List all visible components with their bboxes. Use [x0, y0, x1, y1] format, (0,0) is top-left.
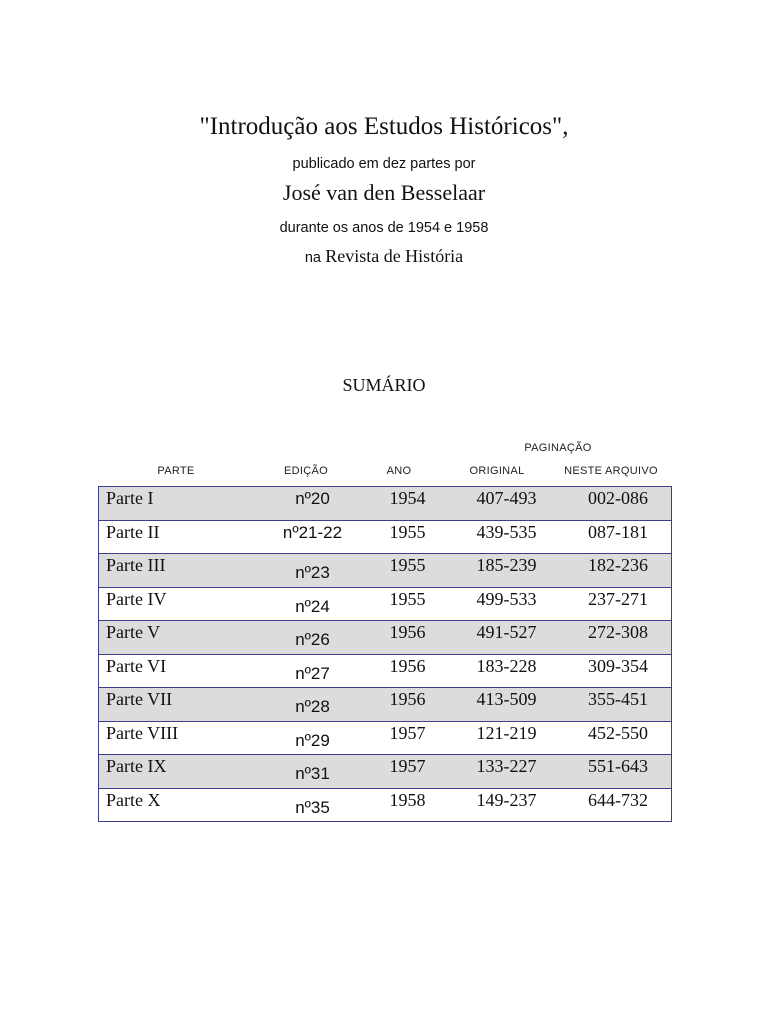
- cell-ano-text: 1956: [389, 655, 426, 676]
- cell-neste-arquivo-text: 551-643: [588, 756, 648, 776]
- cell-edicao: [258, 487, 367, 521]
- cell-original: [448, 487, 565, 521]
- cell-ano: [367, 688, 448, 722]
- cell-edicao: [258, 554, 367, 588]
- table-row: [99, 788, 672, 822]
- table-row: [99, 587, 672, 621]
- table-row: [99, 621, 672, 655]
- table-row: [99, 721, 672, 755]
- cell-parte: [99, 587, 259, 621]
- cell-neste-arquivo-text: 237-271: [588, 588, 648, 609]
- cell-original-text: 491-527: [476, 622, 537, 642]
- cell-neste-arquivo: [565, 688, 672, 722]
- cell-neste-arquivo-text: 002-086: [588, 488, 648, 508]
- cell-ano-text: 1958: [389, 789, 426, 810]
- journal-name: Revista de História: [325, 246, 464, 266]
- cell-parte-text: Parte IV: [106, 588, 167, 609]
- cell-original: [448, 621, 565, 655]
- cell-neste-arquivo: [565, 520, 672, 554]
- header-neste-arquivo: NESTE ARQUIVO: [564, 465, 658, 477]
- cell-original: [448, 755, 565, 789]
- cell-parte-text: Parte X: [106, 789, 161, 810]
- cell-neste-arquivo: [565, 788, 672, 822]
- cell-ano-text: 1957: [389, 722, 426, 743]
- cell-ano-text: 1954: [389, 488, 426, 508]
- cell-ano: [367, 788, 448, 822]
- table-row: [99, 520, 672, 554]
- header-ano: ANO: [386, 465, 412, 477]
- cell-edicao-text: nº26: [295, 630, 330, 649]
- cell-edicao-text: nº29: [295, 730, 330, 750]
- subtitle-line: publicado em dez partes por: [292, 156, 476, 172]
- cell-edicao-text: nº35: [295, 797, 330, 817]
- summary-table-body: [99, 487, 672, 822]
- author-name: José van den Besselaar: [282, 180, 486, 205]
- cell-original-text: 133-227: [476, 756, 537, 776]
- cell-neste-arquivo: [565, 755, 672, 789]
- cell-neste-arquivo-text: 309-354: [588, 655, 648, 676]
- cell-original: [448, 554, 565, 588]
- cell-edicao: [258, 587, 367, 621]
- header-parte: PARTE: [157, 465, 195, 477]
- cell-neste-arquivo: [565, 487, 672, 521]
- cell-parte: [99, 654, 259, 688]
- cell-parte-text: Parte II: [106, 521, 160, 542]
- summary-table: [98, 486, 672, 822]
- cell-ano-text: 1956: [389, 622, 426, 642]
- header-paginacao: PAGINAÇÃO: [524, 442, 592, 454]
- document-title: "Introdução aos Estudos Históricos",: [199, 113, 569, 140]
- header-original: ORIGINAL: [469, 465, 525, 477]
- years-line: durante os anos de 1954 e 1958: [279, 220, 489, 236]
- cell-original-text: 499-533: [476, 588, 537, 609]
- cell-parte-text: Parte VI: [106, 655, 167, 676]
- journal-line: [0, 246, 768, 267]
- cell-edicao: [258, 688, 367, 722]
- table-row: [99, 554, 672, 588]
- cell-ano-text: 1955: [389, 521, 426, 542]
- journal-prefix: na: [304, 250, 321, 266]
- cell-edicao-text: nº24: [295, 596, 330, 616]
- cell-edicao: [258, 788, 367, 822]
- cell-parte: [99, 554, 259, 588]
- cell-original: [448, 688, 565, 722]
- cell-parte: [99, 688, 259, 722]
- cell-parte-text: Parte III: [106, 555, 166, 575]
- cell-ano-text: 1955: [389, 588, 426, 609]
- cell-original: [448, 721, 565, 755]
- table-row: [99, 755, 672, 789]
- cell-edicao: [258, 520, 367, 554]
- cell-edicao-text: nº28: [295, 697, 330, 716]
- cell-ano: [367, 654, 448, 688]
- cell-parte: [99, 621, 259, 655]
- cell-ano: [367, 554, 448, 588]
- header-edicao: EDIÇÃO: [284, 465, 328, 477]
- cell-neste-arquivo: [565, 654, 672, 688]
- cell-original-text: 183-228: [476, 655, 537, 676]
- cell-parte-text: Parte V: [106, 622, 161, 642]
- cell-parte: [99, 721, 259, 755]
- cell-original-text: 149-237: [476, 789, 537, 810]
- cell-original-text: 185-239: [476, 555, 537, 575]
- cell-ano-text: 1955: [389, 555, 426, 575]
- cell-original-text: 407-493: [476, 488, 537, 508]
- cell-neste-arquivo-text: 182-236: [588, 555, 648, 575]
- table-row: [99, 487, 672, 521]
- cell-edicao: [258, 654, 367, 688]
- cell-neste-arquivo: [565, 587, 672, 621]
- cell-neste-arquivo: [565, 621, 672, 655]
- cell-edicao-text: nº27: [295, 663, 330, 683]
- cell-original: [448, 788, 565, 822]
- cell-parte-text: Parte VIII: [106, 722, 179, 743]
- cell-parte: [99, 788, 259, 822]
- cell-ano: [367, 755, 448, 789]
- table-row: [99, 688, 672, 722]
- cell-edicao-text: nº21-22: [282, 522, 343, 542]
- cell-ano: [367, 621, 448, 655]
- summary-heading: SUMÁRIO: [342, 375, 426, 395]
- cell-edicao-text: nº31: [295, 764, 330, 783]
- cell-neste-arquivo-text: 272-308: [588, 622, 648, 642]
- cell-neste-arquivo-text: 644-732: [588, 789, 648, 810]
- cell-edicao: [258, 621, 367, 655]
- cell-original-text: 439-535: [476, 521, 537, 542]
- cell-edicao: [258, 721, 367, 755]
- cell-parte: [99, 755, 259, 789]
- cell-original: [448, 587, 565, 621]
- cell-parte: [99, 487, 259, 521]
- cell-edicao-text: nº20: [295, 489, 330, 508]
- cell-parte: [99, 520, 259, 554]
- cell-original-text: 121-219: [476, 722, 537, 743]
- table-row: [99, 654, 672, 688]
- cell-ano: [367, 721, 448, 755]
- cell-parte-text: Parte VII: [106, 689, 173, 709]
- cell-parte-text: Parte I: [106, 488, 154, 508]
- cell-neste-arquivo: [565, 721, 672, 755]
- cell-ano-text: 1956: [389, 689, 426, 709]
- cell-edicao: [258, 755, 367, 789]
- cell-parte-text: Parte IX: [106, 756, 167, 776]
- cell-ano-text: 1957: [389, 756, 426, 776]
- cell-neste-arquivo-text: 355-451: [588, 689, 648, 709]
- cell-ano: [367, 487, 448, 521]
- cell-original: [448, 520, 565, 554]
- cell-original-text: 413-509: [476, 689, 537, 709]
- cell-neste-arquivo: [565, 554, 672, 588]
- cell-neste-arquivo-text: 087-181: [588, 521, 648, 542]
- cell-ano: [367, 587, 448, 621]
- cell-ano: [367, 520, 448, 554]
- cell-edicao-text: nº23: [295, 563, 330, 582]
- cell-neste-arquivo-text: 452-550: [588, 722, 648, 743]
- cell-original: [448, 654, 565, 688]
